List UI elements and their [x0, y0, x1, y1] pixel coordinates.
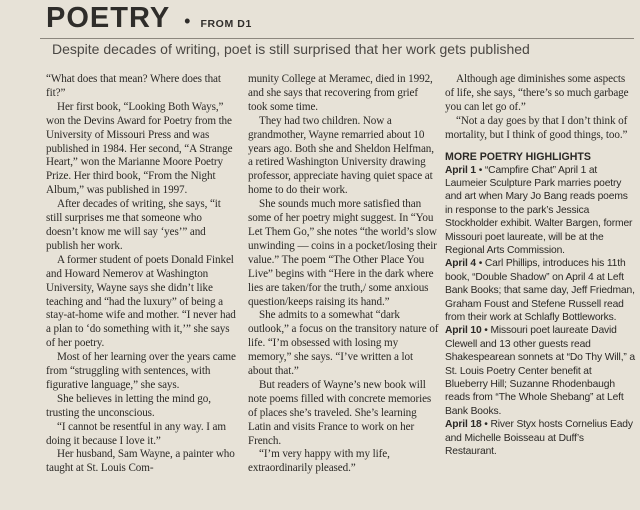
- highlight-item: [445, 164, 635, 258]
- highlight-text: • River Styx hosts Cornelius Eady and Michelle Boisseau at Duff’s Restaurant.: [445, 419, 633, 458]
- paragraph: She admits to a somewhat “dark outlook,” a focus on the transitory nature of life. “I’m obsessed with losing my memory,” she says. “I’ve written a lot about that.”: [248, 309, 439, 378]
- paragraph: munity College at Meramec, died in 1992, and she says that recovering from grief took some time.: [248, 73, 433, 113]
- highlight-item: [445, 257, 635, 324]
- header-rule: [40, 38, 634, 39]
- paragraph: She sounds much more satisfied than some of her poetry might suggest. In “You Let Them Go,” she notes “the world’s slow unwinding — coins in a pocket/losing their value.” The poem “The Other Place You Live” begins with “Here in the dark where lies are taken/for the truth,/ some anxious question/keeps raising its hand.”: [248, 198, 437, 308]
- paragraph: A former student of poets Donald Finkel and Howard Nemerov at Washington University, Wayne says she didn’t like teaching and “had the luxury” of being a stay-at-home wife and mother. “I never had a plan to ‘do something with it,’” she says of her poetry.: [46, 253, 236, 350]
- highlight-item: [445, 324, 635, 418]
- paragraph: After decades of writing, she says, “it still surprises me that someone who doesn’t know me will say ‘yes’” and publish her work.: [46, 198, 221, 252]
- highlight-date: April 10: [445, 325, 482, 337]
- paragraph: They had two children. Now a grandmother, Wayne remarried about 10 years ago. Both she and Sheldon Helfman, a retired Washington University drawing professor, appreciate having quiet space at home to do their work.: [248, 114, 434, 197]
- paragraph: Although age diminishes some aspects of life, she says, “there’s so much garbage you can let go of.”: [445, 73, 629, 113]
- highlights-heading: MORE POETRY HIGHLIGHTS: [445, 150, 591, 163]
- paragraph: “I’m very happy with my life, extraordinarily pleased.”: [248, 448, 390, 475]
- highlight-date: April 4: [445, 258, 476, 270]
- highlight-text: • “Campfire Chat” April 1 at Laumeier Sculpture Park marries poetry and art when Mary Jo Bang reads poems in response to the park’s Jessica Stockholder exhibit. Walter Bargen, former Missouri poet laureate, will be at the Regional Arts Commission.: [445, 164, 633, 256]
- highlight-item: [445, 418, 635, 458]
- paragraph: She believes in letting the mind go, trusting the unconscious.: [46, 392, 211, 419]
- highlight-date: April 1: [445, 164, 476, 176]
- paragraph: “I cannot be resentful in any way. I am doing it because I love it.”: [46, 420, 226, 447]
- article-column-1: [46, 73, 236, 476]
- paragraph: Her first book, “Looking Both Ways,” won the Devins Award for Poetry from the University of Missouri Press and was published in 1984. Her second, “A Strange Heart,” won the Marianne Moore Poetry Prize. Her third book, “From the Night Album,” was published in 1997.: [46, 100, 233, 197]
- paragraph: Most of her learning over the years came from “struggling with sentences, with figurative language,” she says.: [46, 351, 236, 391]
- section-masthead: [46, 0, 252, 36]
- article-column-3: [445, 73, 635, 458]
- continued-from-label: FROM D1: [200, 18, 252, 30]
- paragraph: “Not a day goes by that I don’t think of mortality, but I think of good things, too.”: [445, 114, 628, 141]
- section-title: POETRY: [46, 2, 171, 34]
- article-deck: Despite decades of writing, poet is still surprised that her work gets published: [52, 41, 530, 57]
- paragraph: Her husband, Sam Wayne, a painter who taught at St. Louis Com-: [46, 448, 235, 475]
- highlight-text: • Missouri poet laureate David Clewell and 13 other guests read Shakespearean sonnets at “Do Thy Will,” a St. Louis Poetry Center benefit at Blueberry Hill; Suzanne Rhodenbaugh reads from “The Whole Shebang” at Left Bank Books.: [445, 325, 635, 417]
- paragraph: But readers of Wayne’s new book will note poems filled with concrete memories of places she’s traveled. She’s learning Latin and visits France to work on her French.: [248, 378, 432, 447]
- paragraph: “What does that mean? Where does that fit?”: [46, 73, 221, 99]
- highlight-text: • Carl Phillips, introduces his 11th book, “Double Shadow” on April 4 at Left Bank Books; that same day, Jeff Friedman, Graham Foust and Stefene Russell read from their work at Schlafly Bottleworks.: [445, 258, 635, 323]
- bullet-separator: •: [184, 11, 191, 31]
- highlight-date: April 18: [445, 419, 482, 431]
- article-column-2: [248, 73, 439, 476]
